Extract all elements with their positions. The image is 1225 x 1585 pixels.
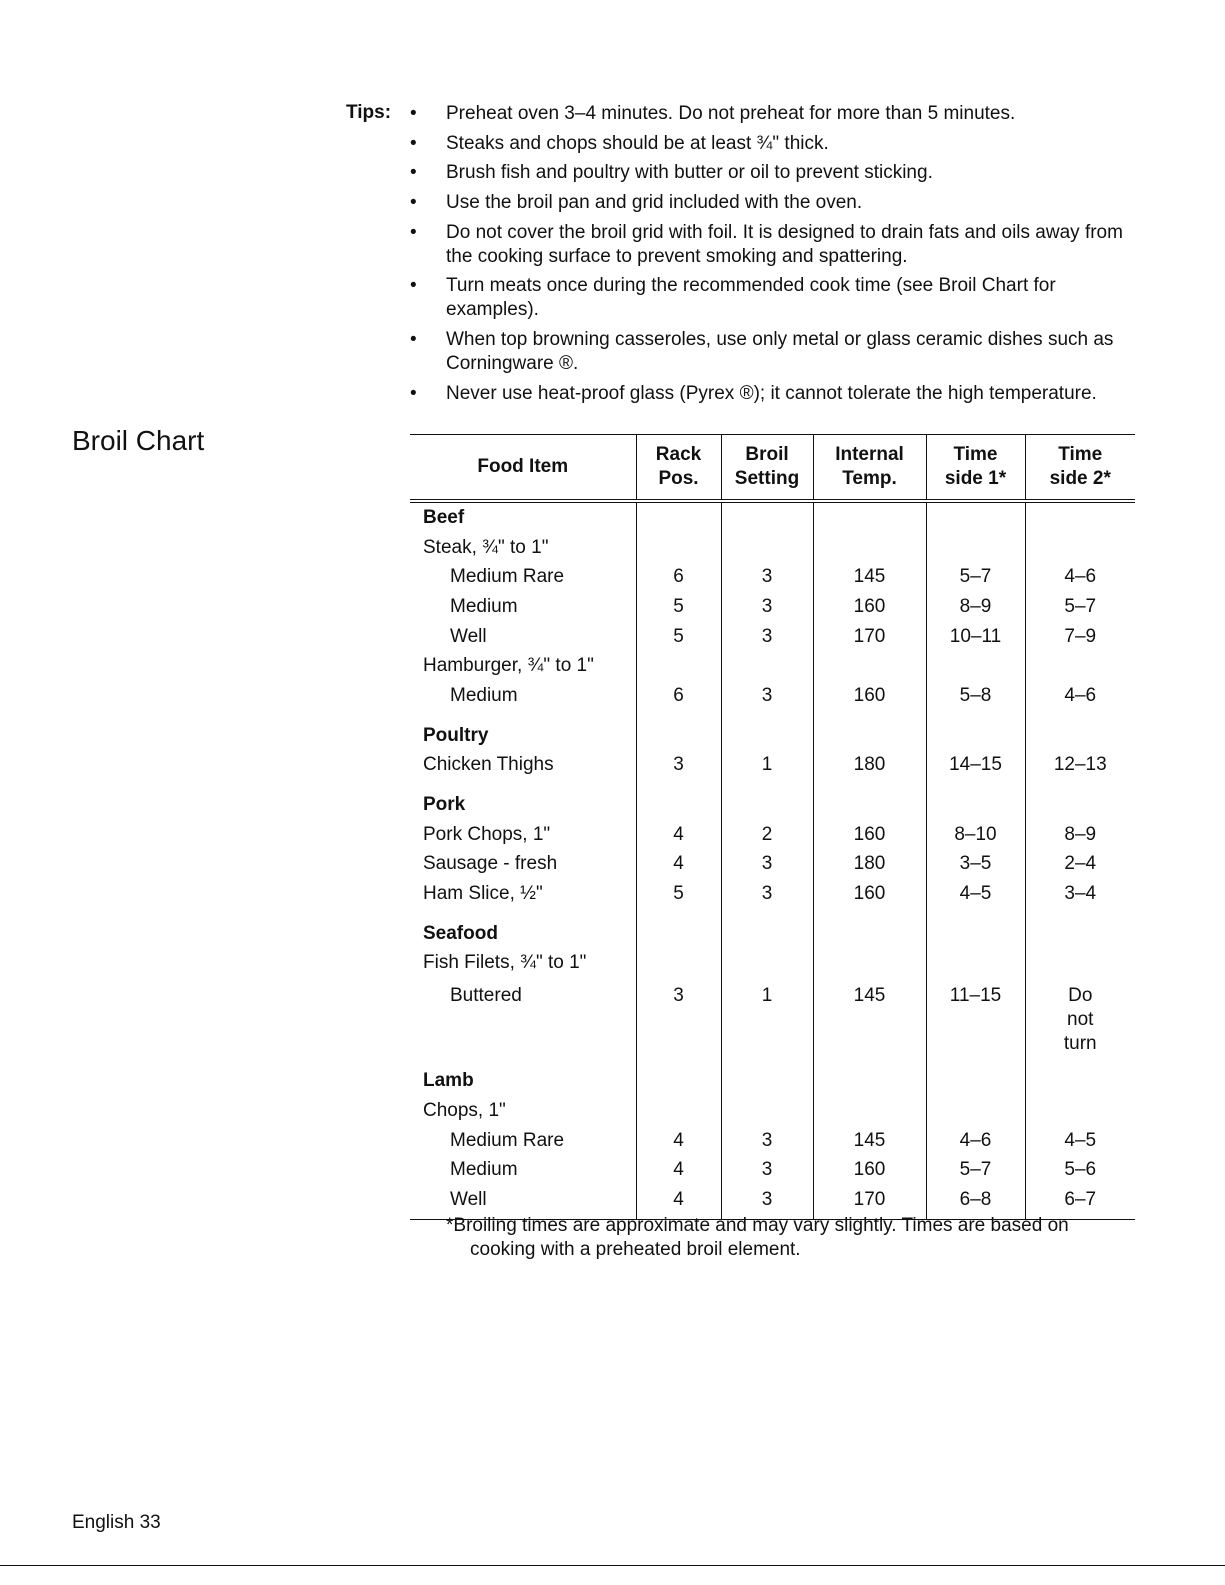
category-row — [410, 1056, 1135, 1096]
cell-rack: 4 — [636, 1185, 721, 1219]
cell-rack — [636, 533, 721, 563]
cell-broil: 3 — [721, 879, 813, 909]
cell-t1: 5–7 — [926, 1155, 1025, 1185]
cell-t2: 3–4 — [1025, 879, 1135, 909]
cell-t2 — [1025, 949, 1135, 979]
cell-t2 — [1025, 780, 1135, 820]
cell-food: Well — [410, 1185, 636, 1219]
cell-t1 — [926, 651, 1025, 681]
cell-temp: 180 — [813, 751, 926, 781]
cell-rack: 3 — [636, 978, 721, 1056]
cell-food: Lamb — [423, 1070, 474, 1092]
cell-broil: 3 — [721, 850, 813, 880]
cell-rack: 6 — [636, 681, 721, 711]
cell-t2: 8–9 — [1025, 820, 1135, 850]
cell-t1 — [926, 501, 1025, 533]
cell-t2 — [1025, 1096, 1135, 1126]
cell-broil: 3 — [721, 622, 813, 652]
cell-temp: 145 — [813, 978, 926, 1056]
table-row — [410, 622, 1135, 652]
footnote — [446, 1214, 1136, 1262]
cell-t1: 4–5 — [926, 879, 1025, 909]
tip-item — [410, 382, 1146, 406]
cell-broil — [721, 1056, 813, 1096]
tip-item — [410, 191, 1146, 215]
cell-food: Well — [450, 625, 487, 647]
table-row — [410, 651, 1135, 681]
table-row — [410, 1096, 1135, 1126]
cell-rack — [636, 909, 721, 949]
col-header-food-item: Food Item — [410, 435, 636, 502]
table-row — [410, 1126, 1135, 1156]
col-header-rack-pos: Rack Pos. — [636, 435, 721, 502]
cell-food: Medium Rare — [450, 1129, 565, 1151]
cell-rack — [636, 1056, 721, 1096]
cell-rack — [636, 780, 721, 820]
footnote-line-2: cooking with a preheated broil element. — [470, 1239, 801, 1260]
cell-broil: 3 — [721, 592, 813, 622]
table-row — [410, 533, 1135, 563]
cell-t1 — [926, 533, 1025, 563]
cell-rack: 3 — [636, 751, 721, 781]
page-number: English 33 — [72, 1512, 161, 1533]
cell-t1: 11–15 — [926, 978, 1025, 1056]
cell-t1 — [926, 711, 1025, 751]
table-row — [410, 949, 1135, 979]
tip-text: Do not cover the broil grid with foil. It is designed to drain fats and oils away from the cooking surface to prevent smoking and spattering. — [446, 221, 1123, 267]
cell-food: Fish Filets, ¾" to 1" — [423, 952, 587, 974]
tip-text: Steaks and chops should be at least ¾" thick. — [446, 132, 829, 154]
cell-rack: 5 — [636, 592, 721, 622]
table-row — [410, 978, 1135, 1056]
cell-t2 — [1025, 909, 1135, 949]
tip-text: Turn meats once during the recommended cook time (see Broil Chart for examples). — [446, 275, 1056, 321]
cell-temp: 180 — [813, 850, 926, 880]
cell-temp — [813, 711, 926, 751]
cell-broil — [721, 949, 813, 979]
cell-rack: 5 — [636, 879, 721, 909]
cell-temp — [813, 909, 926, 949]
tip-item — [410, 328, 1146, 376]
cell-t2: 5–7 — [1025, 592, 1135, 622]
cell-temp — [813, 949, 926, 979]
cell-broil: 3 — [721, 1155, 813, 1185]
cell-rack — [636, 949, 721, 979]
table-row — [410, 820, 1135, 850]
table-row — [410, 592, 1135, 622]
broil-chart-table — [410, 434, 1135, 1220]
tip-item — [410, 221, 1146, 269]
col-header-broil-setting: Broil Setting — [721, 435, 813, 502]
cell-temp: 145 — [813, 562, 926, 592]
col-header-time-side-1: Time side 1* — [926, 435, 1025, 502]
tip-item — [410, 102, 1146, 126]
cell-food: Medium — [450, 684, 518, 706]
table-row — [410, 751, 1135, 781]
tip-text: Brush fish and poultry with butter or oil to prevent sticking. — [446, 162, 933, 184]
tips-label: Tips: — [346, 102, 392, 123]
cell-temp — [813, 651, 926, 681]
bullet-icon: • — [410, 382, 417, 404]
table-row — [410, 562, 1135, 592]
cell-temp — [813, 1096, 926, 1126]
cell-temp — [813, 533, 926, 563]
cell-t2: 4–6 — [1025, 681, 1135, 711]
cell-t1: 5–8 — [926, 681, 1025, 711]
table-row — [410, 1155, 1135, 1185]
cell-temp: 160 — [813, 879, 926, 909]
cell-t2: 6–7 — [1025, 1185, 1135, 1219]
cell-t2 — [1025, 1056, 1135, 1096]
cell-t1: 3–5 — [926, 850, 1025, 880]
cell-temp: 170 — [813, 622, 926, 652]
cell-t1 — [926, 949, 1025, 979]
cell-food: Medium — [450, 1159, 518, 1181]
cell-temp — [813, 1056, 926, 1096]
cell-food: Pork — [423, 794, 466, 816]
cell-temp — [813, 501, 926, 533]
footnote-line-1: *Broiling times are approximate and may vary slightly. Times are based on — [446, 1215, 1069, 1236]
cell-broil: 3 — [721, 1126, 813, 1156]
cell-temp: 160 — [813, 1155, 926, 1185]
cell-t2: 4–5 — [1025, 1126, 1135, 1156]
cell-temp: 170 — [813, 1185, 926, 1219]
cell-rack: 4 — [636, 1155, 721, 1185]
cell-broil — [721, 711, 813, 751]
cell-broil: 3 — [721, 1185, 813, 1219]
cell-broil: 1 — [721, 751, 813, 781]
cell-broil: 2 — [721, 820, 813, 850]
cell-rack — [636, 1096, 721, 1126]
cell-t2: Do not turn — [1025, 978, 1135, 1056]
cell-broil — [721, 1096, 813, 1126]
cell-food: Buttered — [450, 985, 522, 1007]
table-body — [410, 501, 1135, 1219]
cell-temp: 160 — [813, 681, 926, 711]
cell-food: Beef — [423, 506, 465, 528]
section-title: Broil Chart — [72, 425, 205, 456]
cell-t2: 7–9 — [1025, 622, 1135, 652]
cell-broil — [721, 780, 813, 820]
cell-rack — [636, 651, 721, 681]
category-row — [410, 711, 1135, 751]
cell-t1: 10–11 — [926, 622, 1025, 652]
cell-t2 — [1025, 533, 1135, 563]
bullet-icon: • — [410, 103, 417, 124]
cell-t1: 5–7 — [926, 562, 1025, 592]
bottom-divider — [0, 1565, 1225, 1566]
cell-t2 — [1025, 501, 1135, 533]
cell-food: Chops, 1" — [423, 1099, 506, 1121]
cell-broil — [721, 501, 813, 533]
cell-t2: 2–4 — [1025, 850, 1135, 880]
cell-food: Sausage - fresh — [423, 853, 558, 875]
tip-text: Never use heat-proof glass (Pyrex ®); it cannot tolerate the high temperature. — [446, 382, 1097, 404]
cell-food: Chicken Thighs — [423, 754, 554, 776]
table-header-row — [410, 435, 1135, 502]
tip-item — [410, 132, 1146, 156]
tip-item — [410, 161, 1146, 185]
cell-t2: 12–13 — [1025, 751, 1135, 781]
cell-food: Poultry — [423, 724, 489, 746]
tip-text: When top browning casseroles, use only metal or glass ceramic dishes such as Corningware ®. — [446, 329, 1114, 375]
cell-rack: 5 — [636, 622, 721, 652]
cell-t1: 8–9 — [926, 592, 1025, 622]
cell-broil: 1 — [721, 978, 813, 1056]
cell-rack: 6 — [636, 562, 721, 592]
bullet-icon: • — [410, 192, 417, 214]
bullet-icon: • — [410, 329, 417, 351]
cell-t2: 5–6 — [1025, 1155, 1135, 1185]
tips-list — [410, 102, 1146, 412]
cell-t2 — [1025, 651, 1135, 681]
col-header-internal-temp: Internal Temp. — [813, 435, 926, 502]
cell-rack — [636, 501, 721, 533]
cell-broil — [721, 651, 813, 681]
cell-temp: 145 — [813, 1126, 926, 1156]
cell-food: Steak, ¾" to 1" — [423, 536, 549, 558]
cell-food: Medium Rare — [450, 566, 565, 588]
table-row — [410, 681, 1135, 711]
bullet-icon: • — [410, 162, 417, 184]
bullet-icon: • — [410, 221, 417, 243]
cell-food: Hamburger, ¾" to 1" — [423, 655, 594, 677]
cell-food: Medium — [450, 595, 518, 617]
col-header-time-side-2: Time side 2* — [1025, 435, 1135, 502]
cell-t1 — [926, 1096, 1025, 1126]
cell-rack — [636, 711, 721, 751]
cell-food: Seafood — [423, 922, 498, 944]
category-row — [410, 501, 1135, 533]
category-row — [410, 909, 1135, 949]
tip-item — [410, 274, 1146, 322]
cell-broil: 3 — [721, 562, 813, 592]
category-row — [410, 780, 1135, 820]
table-row — [410, 879, 1135, 909]
cell-t1: 8–10 — [926, 820, 1025, 850]
cell-broil: 3 — [721, 681, 813, 711]
table-row — [410, 850, 1135, 880]
cell-rack: 4 — [636, 820, 721, 850]
cell-food: Pork Chops, 1" — [423, 823, 551, 845]
cell-t1: 14–15 — [926, 751, 1025, 781]
cell-rack: 4 — [636, 850, 721, 880]
cell-t1 — [926, 909, 1025, 949]
cell-t1: 4–6 — [926, 1126, 1025, 1156]
cell-t2: 4–6 — [1025, 562, 1135, 592]
cell-broil — [721, 533, 813, 563]
cell-t1 — [926, 780, 1025, 820]
cell-temp: 160 — [813, 820, 926, 850]
cell-broil — [721, 909, 813, 949]
cell-temp: 160 — [813, 592, 926, 622]
cell-rack: 4 — [636, 1126, 721, 1156]
tip-text: Use the broil pan and grid included with the oven. — [446, 192, 863, 214]
tip-text: Preheat oven 3–4 minutes. Do not preheat for more than 5 minutes. — [446, 103, 1016, 124]
cell-t1 — [926, 1056, 1025, 1096]
bullet-icon: • — [410, 275, 417, 297]
bullet-icon: • — [410, 132, 417, 154]
cell-t2 — [1025, 711, 1135, 751]
cell-food: Ham Slice, ½" — [423, 883, 543, 905]
cell-t1: 6–8 — [926, 1185, 1025, 1219]
cell-temp — [813, 780, 926, 820]
